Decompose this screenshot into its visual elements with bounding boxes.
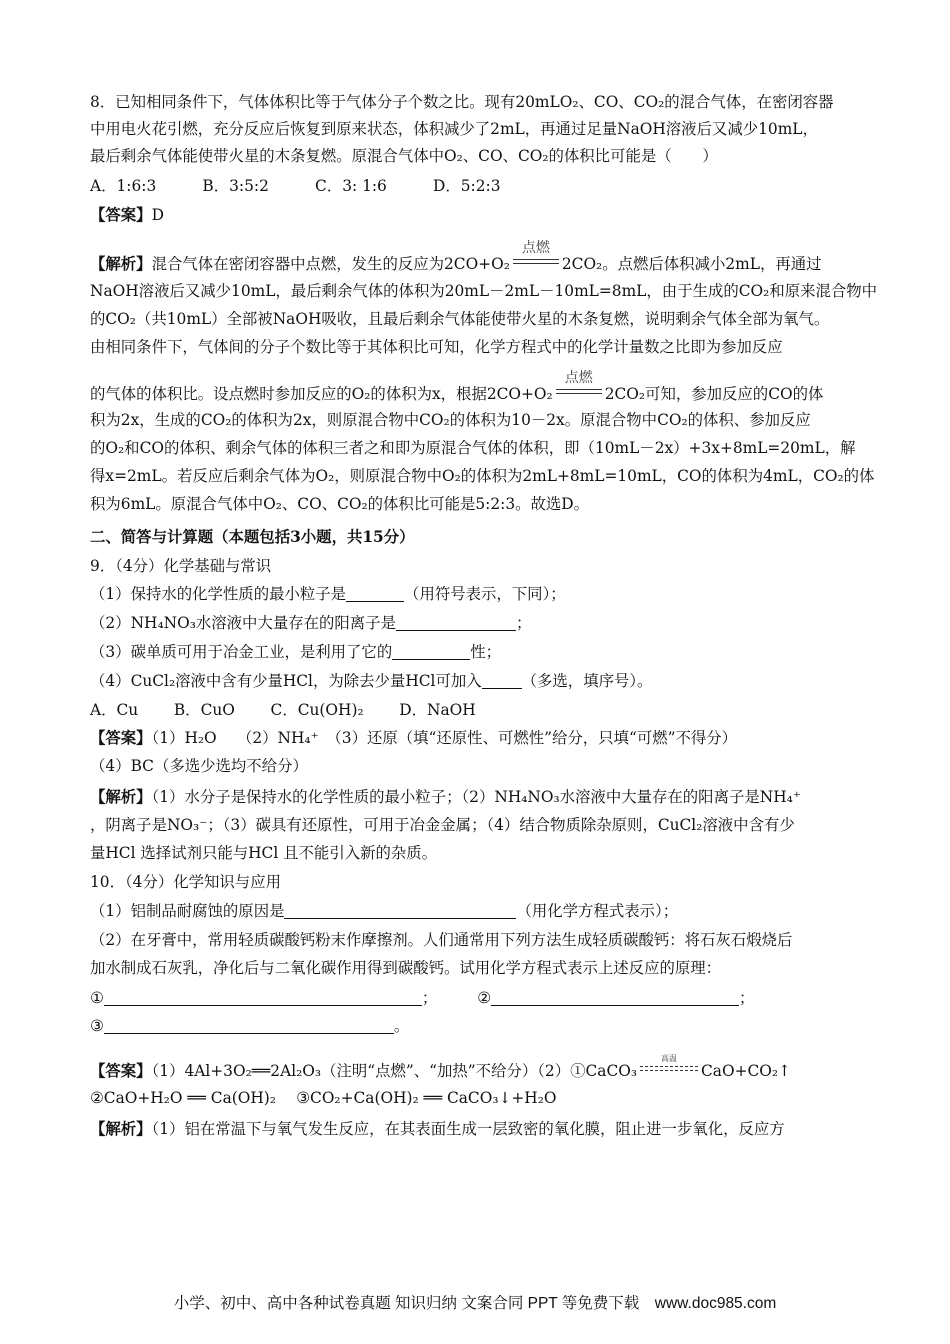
- answer-blank[interactable]: [284, 903, 516, 919]
- condition-label: 点燃: [564, 370, 593, 386]
- reaction-condition-arrow: [554, 370, 604, 401]
- answer-blank[interactable]: [104, 1018, 394, 1034]
- q9-answer-line-2: （4）BC（多选少选均不给分）: [90, 757, 308, 775]
- q9-part-3-suffix: 性；: [470, 643, 502, 661]
- q8-analysis-line-7: 的O₂和CO的体积、剩余气体的体积三者之和即为原混合气体的体积，即（10mL－2x）+3x+8mL=20mL，解: [90, 439, 856, 457]
- q8-analysis-line-4: 由相同条件下，气体间的分子个数比等于其体积比可知，化学方程式中的化学计量数之比即为参加反应: [90, 338, 783, 356]
- q10-blanks-row-1: [90, 987, 754, 1009]
- q8-analysis-line-6: 积为2x，生成的CO₂的体积为2x，则原混合物中CO₂的体积为10－2x。原混合物中CO₂的体积、参加反应: [90, 411, 811, 429]
- q9-part-4-text: （4）CuCl₂溶液中含有少量HCl，为除去少量HCl可加入: [90, 672, 482, 690]
- high-temp-label: 高温: [661, 1054, 678, 1063]
- section-label: 【答案】: [90, 206, 152, 224]
- q9-options: A．Cu B．CuO C．Cu(OH)₂ D．NaOH: [90, 701, 476, 719]
- q8-answer: 【答案】D: [90, 206, 164, 224]
- q10-part-2-line-2: 加水制成石灰乳，净化后与二氧化碳作用得到碳酸钙。试用化学方程式表示上述反应的原理：: [90, 959, 722, 977]
- q10-part-1: [90, 900, 678, 922]
- q9-part-2: [90, 612, 531, 634]
- q10-analysis-line-1: 【解析】（1）铝在常温下与氧气发生反应，在其表面生成一层致密的氧化膜，阻止进一步氧化，反应方: [90, 1120, 785, 1138]
- q9-part-4: [90, 670, 652, 692]
- blank-end-1: ；: [421, 989, 438, 1007]
- page-footer: 小学、初中、高中各种试卷真题 知识归纳 文案合同 PPT 等免费下载 www.doc985.com: [173, 1295, 777, 1312]
- q8-analysis-line-2: NaOH溶液后又减少10mL，最后剩余气体的体积为20mL－2mL－10mL=8mL，由于生成的CO₂和原来混合物中: [90, 282, 878, 300]
- q8-options: A．1:6:3 B．3:5:2 C．3: 1:6 D．5:2:3: [90, 177, 501, 195]
- q8-analysis-line-5: [90, 370, 824, 405]
- q10-title: 10．（4分）化学知识与应用: [90, 873, 281, 891]
- q8-analysis-text-1a: 混合气体在密闭容器中点燃，发生的反应为2CO+O₂: [151, 255, 510, 273]
- q10-part-1-text: （1）铝制品耐腐蚀的原因是: [90, 902, 285, 920]
- q9-analysis-line-3: 量HCl 选择试剂只能与HCl 且不能引入新的杂质。: [90, 844, 438, 862]
- q9-part-2-suffix: ；: [515, 614, 532, 632]
- answer-blank[interactable]: [396, 615, 516, 631]
- q9-analysis-line-1: 【解析】（1）水分子是保持水的化学性质的最小粒子；（2）NH₄NO₃水溶液中大量存在的阳离子是NH₄⁺: [90, 788, 801, 806]
- q10-answer-line-1: [90, 1054, 791, 1082]
- high-temp-arrow: [638, 1054, 700, 1078]
- blank-marker-3: ③: [90, 1017, 104, 1035]
- q8-analysis-line-1: [90, 240, 822, 275]
- q10-part-1-suffix: （用化学方程式表示）；: [516, 902, 679, 920]
- q8-analysis-line-3: 的CO₂（共10mL）全部被NaOH吸收，且最后剩余气体能使带火星的木条复燃，说明剩余气体全部为氧气。: [90, 310, 830, 328]
- section-label: 【解析】: [90, 1120, 152, 1138]
- answer-blank[interactable]: [392, 644, 470, 660]
- analysis-label: 【解析】: [90, 255, 152, 273]
- q8-analysis-text-5b: 2CO₂可知，参加反应的CO的体: [604, 385, 824, 403]
- blank-end-3: 。: [393, 1017, 410, 1035]
- answer-blank[interactable]: [104, 990, 422, 1006]
- blank-end-2: ；: [739, 989, 755, 1007]
- answer-blank[interactable]: [491, 990, 739, 1006]
- q8-stem-line-2: 中用电火花引燃，充分反应后恢复到原来状态，体积减少了2mL，再通过足量NaOH溶液后又减少10mL，: [90, 120, 818, 138]
- reaction-condition-arrow: [511, 240, 561, 271]
- answer-blank[interactable]: [482, 673, 522, 689]
- blank-marker-1: ①: [90, 989, 104, 1007]
- q10-part-2-line-1: （2）在牙膏中，常用轻质碳酸钙粉末作摩擦剂。人们通常用下列方法生成轻质碳酸钙：将石灰石煅烧后: [90, 931, 793, 949]
- q8-stem-line-3: 最后剩余气体能使带火星的木条复燃。原混合气体中O₂、CO、CO₂的体积比可能是（ ）: [90, 147, 718, 165]
- q9-part-1: [90, 583, 566, 605]
- q10-blanks-row-2: [90, 1015, 409, 1037]
- section-2-heading: 二、简答与计算题（本题包括3小题，共15分）: [90, 528, 415, 546]
- condition-label: 点燃: [521, 240, 550, 256]
- section-label: 【解析】: [90, 788, 152, 806]
- answer-blank[interactable]: [346, 586, 404, 602]
- q8-stem-line-1: 8．已知相同条件下，气体体积比等于气体分子个数之比。现有20mLO₂、CO、CO₂的混合气体，在密闭容器: [90, 93, 834, 111]
- q9-part-3: [90, 641, 501, 663]
- q8-analysis-text-5a: 的气体的体积比。设点燃时参加反应的O₂的体积为x，根据2CO+O₂: [90, 385, 553, 403]
- q10-answer-text-1b: CaO+CO₂↑: [701, 1062, 791, 1080]
- section-label: 【答案】: [90, 729, 152, 747]
- q8-analysis-text-1b: 2CO₂。点燃后体积减小2mL，再通过: [561, 255, 822, 273]
- blank-marker-2: ②: [477, 989, 492, 1007]
- q9-analysis-line-2: ，阴离子是NO₃⁻；（3）碳具有还原性，可用于冶金金属；（4）结合物质除杂原则，CuCl₂溶液中含有少: [90, 816, 795, 834]
- q9-part-2-text: （2）NH₄NO₃水溶液中大量存在的阳离子是: [90, 614, 396, 632]
- q9-part-4-suffix: （多选，填序号）。: [521, 672, 653, 690]
- q9-part-1-text: （1）保持水的化学性质的最小粒子是: [90, 585, 347, 603]
- q10-answer-text-1a: 【答案】（1）4Al+3O₂══2Al₂O₃（注明“点燃”、“加热”不给分）（2）①CaCO₃: [90, 1062, 638, 1080]
- q9-title: 9．（4分）化学基础与常识: [90, 557, 272, 575]
- q8-analysis-line-9: 积为6mL。原混合气体中O₂、CO、CO₂的体积比可能是5:2:3。故选D。: [90, 495, 590, 513]
- q9-part-1-suffix: （用符号表示，下同）；: [404, 585, 566, 603]
- q8-analysis-line-8: 得x=2mL。若反应后剩余气体为O₂，则原混合物中O₂的体积为2mL+8mL=10mL，CO的体积为4mL，CO₂的体: [90, 467, 875, 485]
- q10-answer-line-2: ②CaO+H₂O ══ Ca(OH)₂ ③CO₂+Ca(OH)₂ ══ CaCO₃↓+H₂O: [90, 1089, 557, 1107]
- q9-answer-line-1: 【答案】（1）H₂O （2）NH₄⁺ （3）还原（填“还原性、可燃性”给分，只填“可燃”不得分）: [90, 729, 738, 747]
- q9-part-3-text: （3）碳单质可用于冶金工业，是利用了它的: [90, 643, 393, 661]
- section-label: 【答案】: [90, 1062, 152, 1080]
